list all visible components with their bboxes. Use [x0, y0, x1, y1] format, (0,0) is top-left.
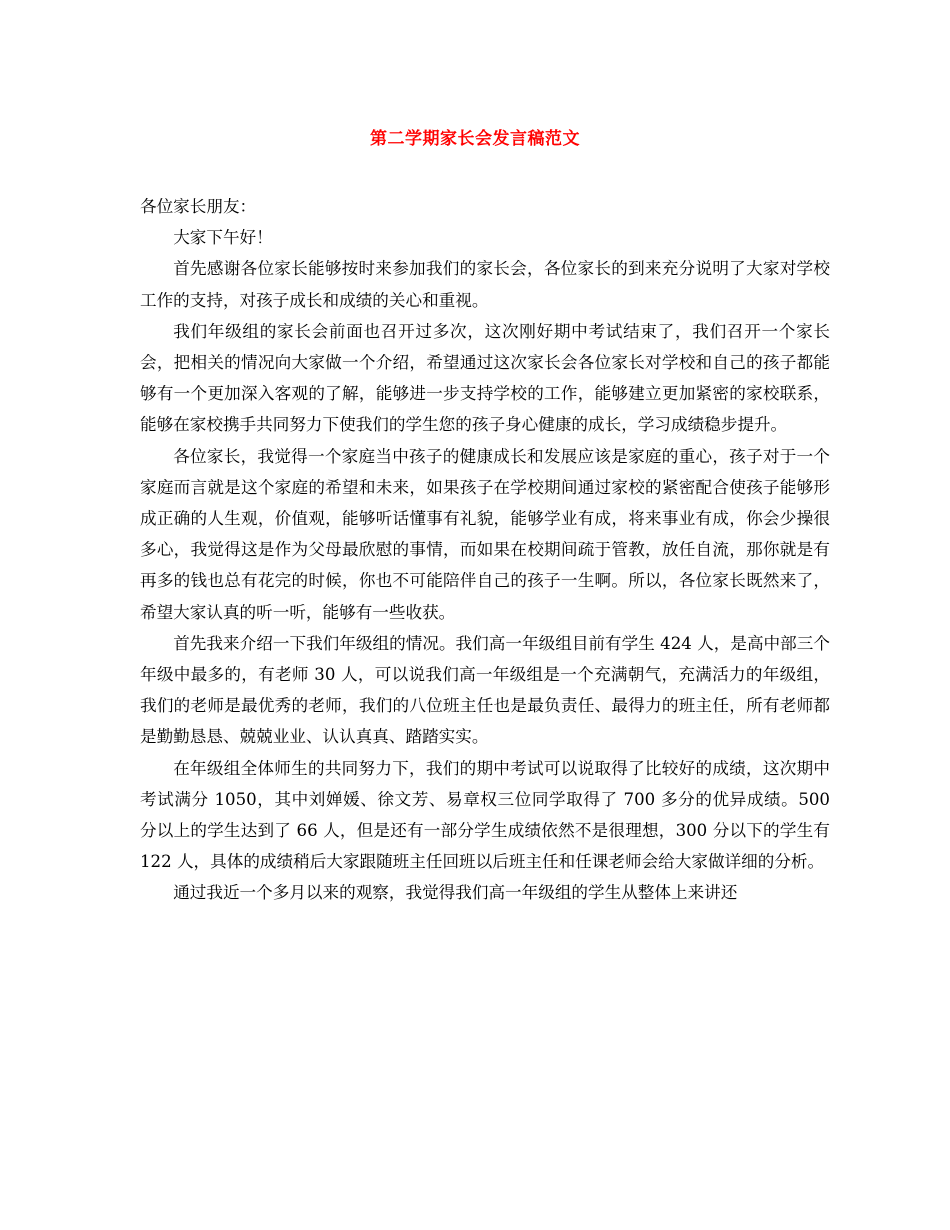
paragraph-grade-introduction: 首先我来介绍一下我们年级组的情况。我们高一年级组目前有学生 424 人，是高中部三个年级中最多的，有老师 30 人，可以说我们高一年级组是一个充满朝气，充满活力的年级组，我们的老师是最优秀的老师，我们的八位班主任也是最负责任、最得力的班主任，所有老师都是勤勤恳恳、兢兢业业、认认真真、踏踏实实。 — [140, 633, 830, 747]
document-body — [140, 191, 830, 909]
paragraph-meeting-purpose: 我们年级组的家长会前面也召开过多次，这次刚好期中考试结束了，我们召开一个家长会，把相关的情况向大家做一个介绍，希望通过这次家长会各位家长对学校和自己的孩子都能够有一个更加深入客观的了解，能够进一步支持学校的工作，能够建立更加紧密的家校联系，能够在家校携手共同努力下使我们的学生您的孩子身心健康的成长，学习成绩稳步提升。 — [140, 321, 830, 435]
paragraph-observation: 通过我近一个多月以来的观察，我觉得我们高一年级组的学生从整体上来讲还 — [173, 883, 738, 903]
paragraph-family-focus: 各位家长，我觉得一个家庭当中孩子的健康成长和发展应该是家庭的重心，孩子对于一个家庭而言就是这个家庭的希望和未来，如果孩子在学校期间通过家校的紧密配合使孩子能够形成正确的人生观，价值观，能够听话懂事有礼貌，能够学业有成，将来事业有成，你会少操很多心，我觉得这是作为父母最欣慰的事情，而如果在校期间疏于管教，放任自流，那你就是有再多的钱也总有花完的时候，你也不可能陪伴自己的孩子一生啊。所以，各位家长既然来了，希望大家认真的听一听，能够有一些收获。 — [140, 446, 830, 622]
paragraph-thanks: 首先感谢各位家长能够按时来参加我们的家长会，各位家长的到来充分说明了大家对学校工作的支持，对孩子成长和成绩的关心和重视。 — [140, 259, 830, 310]
salutation: 各位家长朋友： — [140, 197, 257, 216]
paragraph-exam-results: 在年级组全体师生的共同努力下，我们的期中考试可以说取得了比较好的成绩，这次期中考试满分 1050，其中刘婵媛、徐文芳、易章权三位同学取得了 700 多分的优异成绩。500 分以上的学生达到了 66 人，但是还有一部分学生成绩依然不是很理想，300 分以下的学生有 122 人，具体的成绩稍后大家跟随班主任回班以后班主任和任课老师会给大家做详细的分析。 — [140, 758, 830, 872]
paragraph-greeting: 大家下午好！ — [173, 228, 273, 248]
document-title: 第二学期家长会发言稿范文 — [370, 129, 580, 149]
